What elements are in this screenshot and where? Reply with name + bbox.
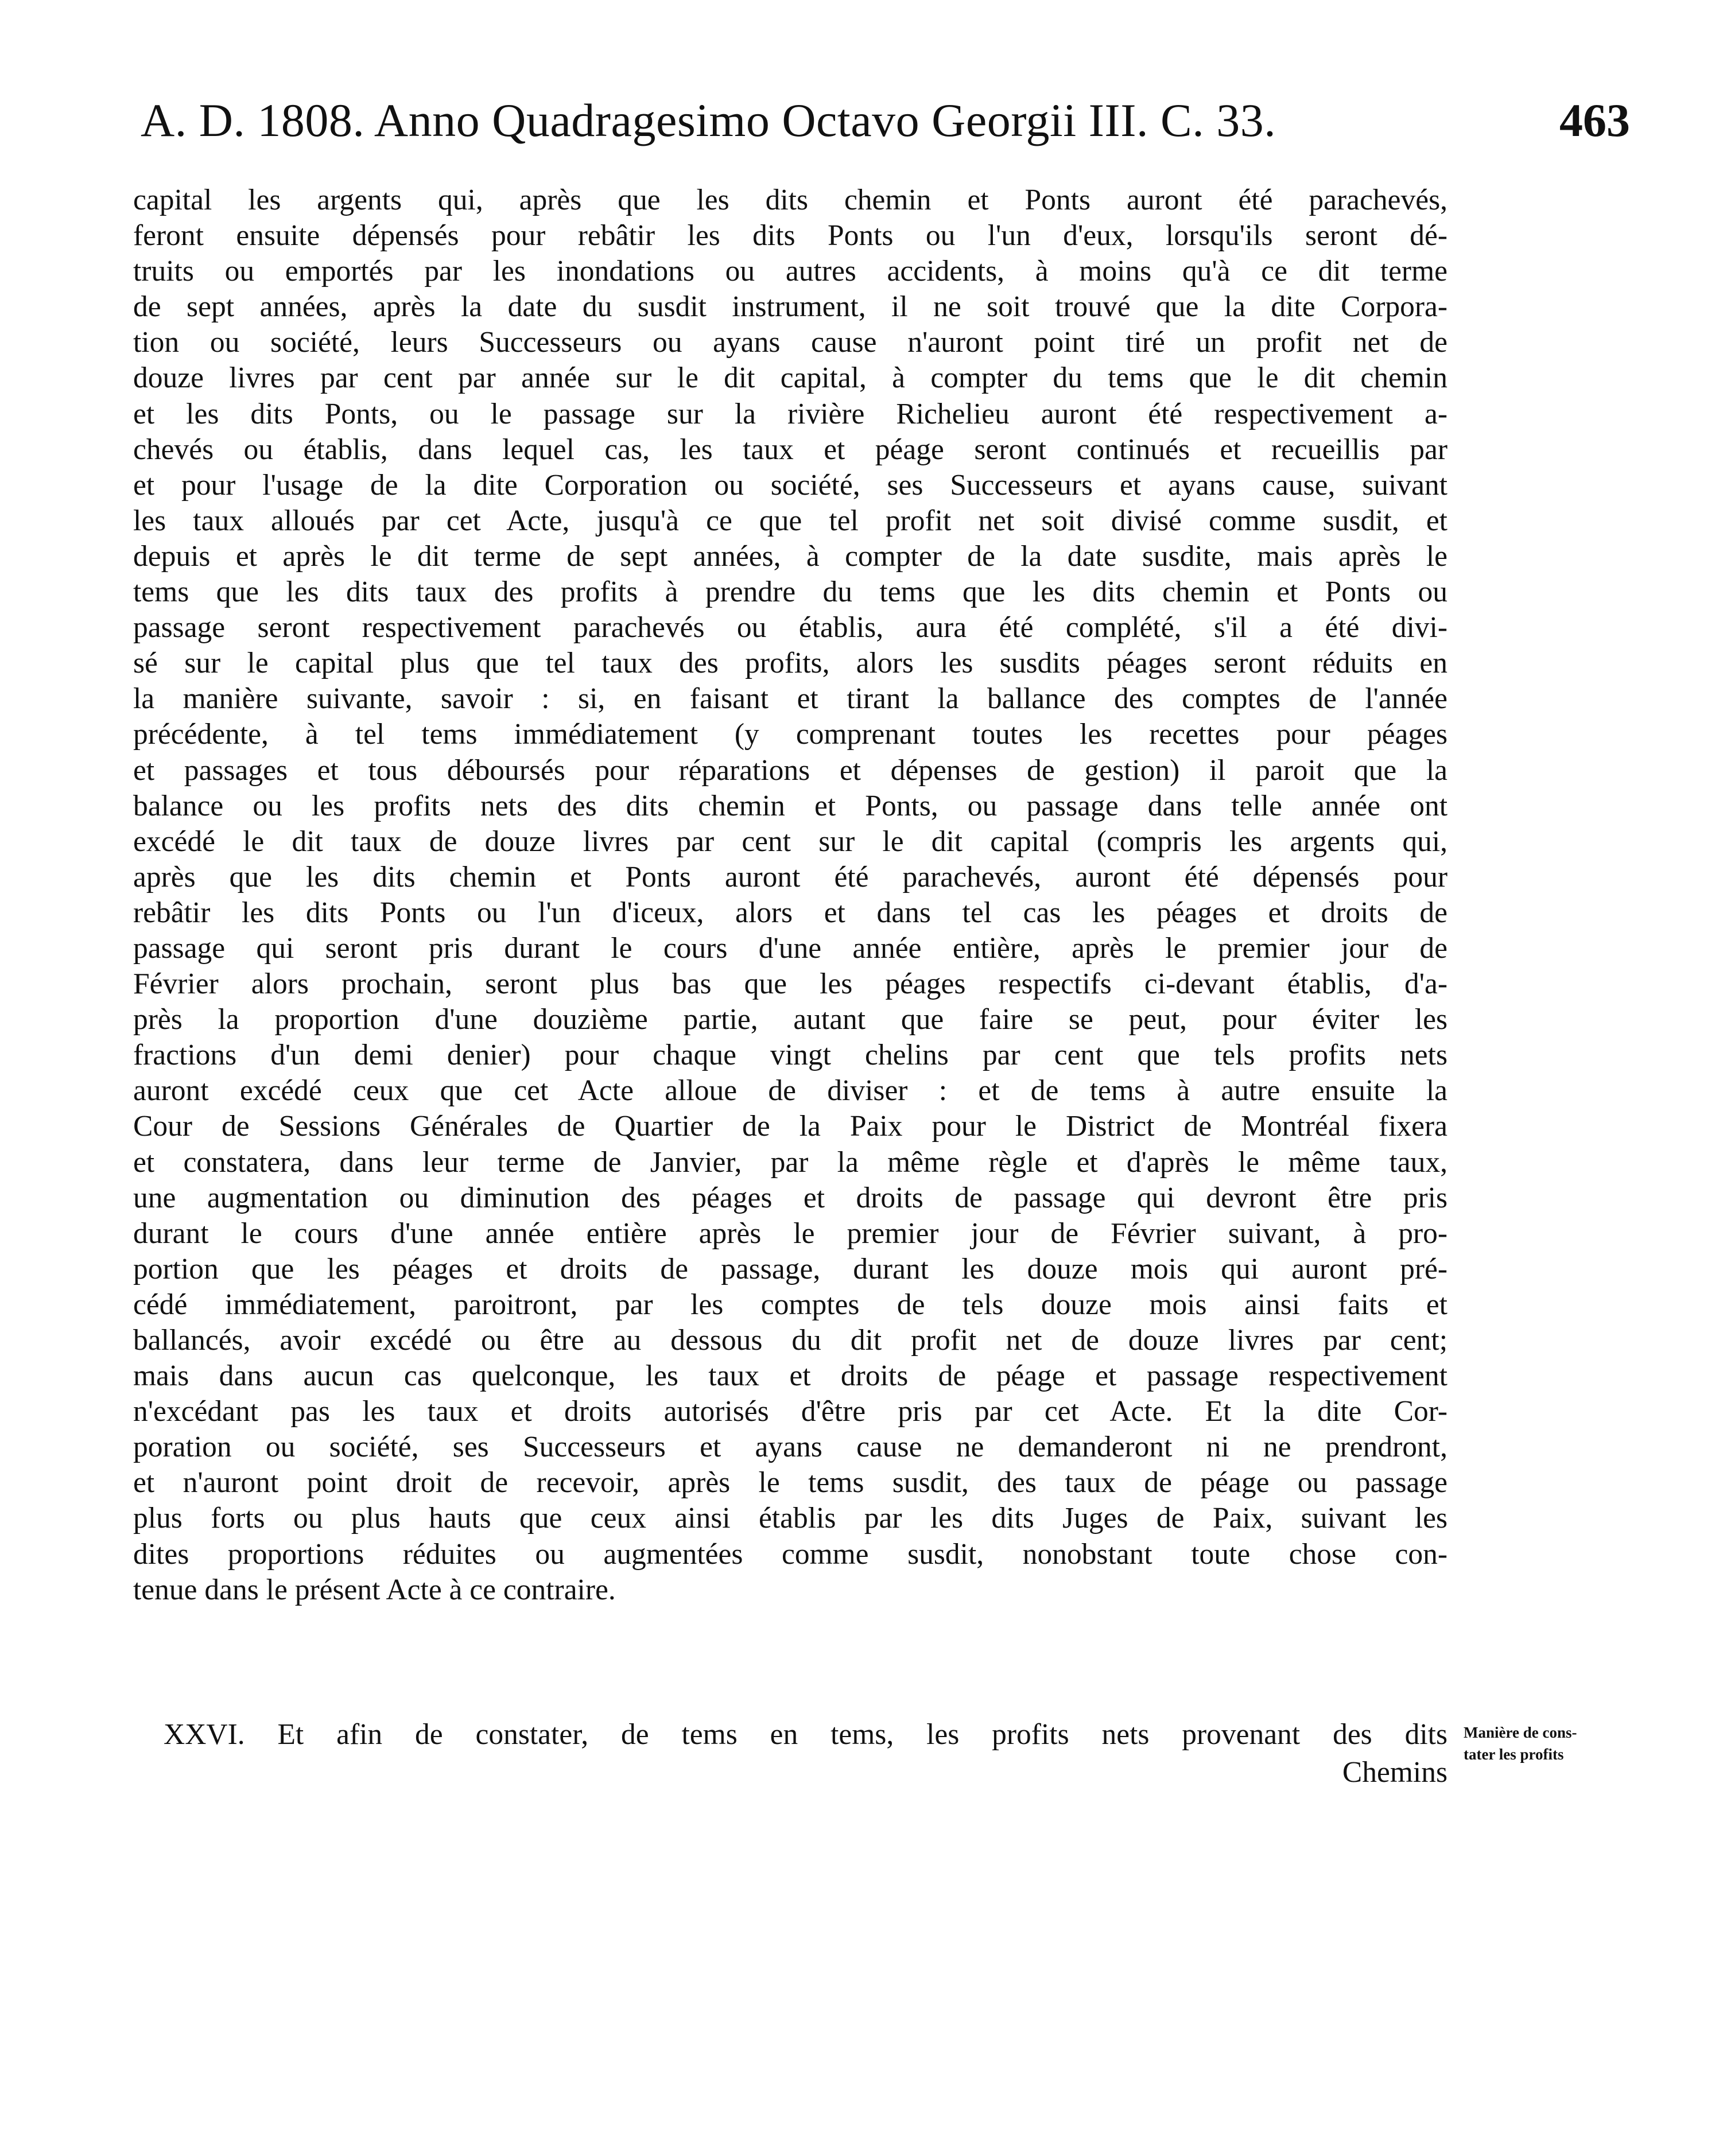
text-line: durant le cours d'une année entière après le premier jour de Février suivant, à pro- bbox=[133, 1217, 1447, 1250]
running-header: A. D. 1808. Anno Quadragesimo Octavo Georgii III. C. 33. bbox=[141, 94, 1276, 146]
text-line: mais dans aucun cas quelconque, les taux et droits de péage et passage respectivement bbox=[133, 1359, 1447, 1393]
text-line: plus forts ou plus hauts que ceux ainsi établis par les dits Juges de Paix, suivant les bbox=[133, 1502, 1447, 1535]
text-line: tion ou société, leurs Successeurs ou ayans cause n'auront point tiré un profit net de bbox=[133, 326, 1447, 359]
text-line: et constatera, dans leur terme de Janvier, par la même règle et d'après le même taux, bbox=[133, 1145, 1447, 1179]
text-line: depuis et après le dit terme de sept années, à compter de la date susdite, mais après le bbox=[133, 539, 1447, 573]
text-line: de sept années, après la date du susdit instrument, il ne soit trouvé que la dite Corpora- bbox=[133, 290, 1447, 324]
text-line: et n'auront point droit de recevoir, après le tems susdit, des taux de péage ou passage bbox=[133, 1466, 1447, 1500]
margin-note bbox=[1464, 1722, 1636, 1765]
text-line: balance ou les profits nets des dits chemin et Ponts, ou passage dans telle année ont bbox=[133, 789, 1447, 822]
text-line: portion que les péages et droits de passage, durant les douze mois qui auront pré- bbox=[133, 1252, 1447, 1285]
text-line: truits ou emportés par les inondations ou autres accidents, à moins qu'à ce dit terme bbox=[133, 255, 1447, 288]
text-line: Février alors prochain, seront plus bas que les péages respectifs ci-devant établis, d'a- bbox=[133, 968, 1447, 1001]
section-heading-line: XXVI. Et afin de constater, de tems en tems, les profits nets provenant des dits bbox=[164, 1718, 1447, 1751]
page-number: 463 bbox=[1559, 94, 1630, 146]
text-line: et pour l'usage de la dite Corporation ou société, ses Successeurs et ayans cause, suivant bbox=[133, 468, 1447, 502]
text-line: tems que les dits taux des profits à prendre du tems que les dits chemin et Ponts ou bbox=[133, 576, 1447, 609]
text-line: précédente, à tel tems immédiatement (y comprenant toutes les recettes pour péages bbox=[133, 718, 1447, 751]
text-line: ballancés, avoir excédé ou être au dessous du dit profit net de douze livres par cent; bbox=[133, 1324, 1447, 1357]
text-line: et les dits Ponts, ou le passage sur la rivière Richelieu auront été respectivement a- bbox=[133, 397, 1447, 430]
text-line: la manière suivante, savoir : si, en faisant et tirant la ballance des comptes de l'année bbox=[133, 682, 1447, 716]
text-line: passage qui seront pris durant le cours d'une année entière, après le premier jour de bbox=[133, 931, 1447, 965]
text-line: passage seront respectivement parachevés ou établis, aura été complété, s'il a été divi- bbox=[133, 611, 1447, 644]
text-line: fractions d'un demi denier) pour chaque vingt chelins par cent que tels profits nets bbox=[133, 1039, 1447, 1072]
text-line: et passages et tous déboursés pour réparations et dépenses de gestion) il paroit que la bbox=[133, 753, 1447, 787]
body-paragraph bbox=[133, 182, 1447, 1608]
text-line: près la proportion d'une douzième partie, autant que faire se peut, pour éviter les bbox=[133, 1003, 1447, 1036]
text-line: excédé le dit taux de douze livres par cent sur le dit capital (compris les argents qui, bbox=[133, 825, 1447, 858]
text-line: poration ou société, ses Successeurs et ayans cause ne demanderont ni ne prendront, bbox=[133, 1431, 1447, 1464]
text-line: dites proportions réduites ou augmentées comme susdit, nonobstant toute chose con- bbox=[133, 1537, 1447, 1571]
text-line: feront ensuite dépensés pour rebâtir les dits Ponts ou l'un d'eux, lorsqu'ils seront dé- bbox=[133, 219, 1447, 252]
margin-note-line: Manière de cons- bbox=[1464, 1724, 1577, 1741]
text-line: rebâtir les dits Ponts ou l'un d'iceux, alors et dans tel cas les péages et droits de bbox=[133, 896, 1447, 929]
text-line: une augmentation ou diminution des péages et droits de passage qui devront être pris bbox=[133, 1181, 1447, 1214]
text-line: Cour de Sessions Générales de Quartier de la Paix pour le District de Montréal fixera bbox=[133, 1110, 1447, 1143]
margin-note-line: tater les profits bbox=[1464, 1746, 1564, 1763]
section-continuation: Chemins bbox=[1342, 1756, 1447, 1789]
text-line: les taux alloués par cet Acte, jusqu'à ce que tel profit net soit divisé comme susdit, et bbox=[133, 504, 1447, 537]
text-line: n'excédant pas les taux et droits autorisés d'être pris par cet Acte. Et la dite Cor- bbox=[133, 1395, 1447, 1428]
text-line: chevés ou établis, dans lequel cas, les taux et péage seront continués et recueillis par bbox=[133, 433, 1447, 466]
text-line: capital les argents qui, après que les dits chemin et Ponts auront été parachevés, bbox=[133, 184, 1447, 216]
text-line: tenue dans le présent Acte à ce contraire. bbox=[133, 1573, 616, 1606]
text-line: sé sur le capital plus que tel taux des profits, alors les susdits péages seront réduits en bbox=[133, 647, 1447, 680]
text-line: auront excédé ceux que cet Acte alloue de diviser : et de tems à autre ensuite la bbox=[133, 1074, 1447, 1108]
text-line: douze livres par cent par année sur le dit capital, à compter du tems que le dit chemin bbox=[133, 362, 1447, 395]
text-line: cédé immédiatement, paroitront, par les comptes de tels douze mois ainsi faits et bbox=[133, 1288, 1447, 1321]
text-line: après que les dits chemin et Ponts auront été parachevés, auront été dépensés pour bbox=[133, 860, 1447, 894]
